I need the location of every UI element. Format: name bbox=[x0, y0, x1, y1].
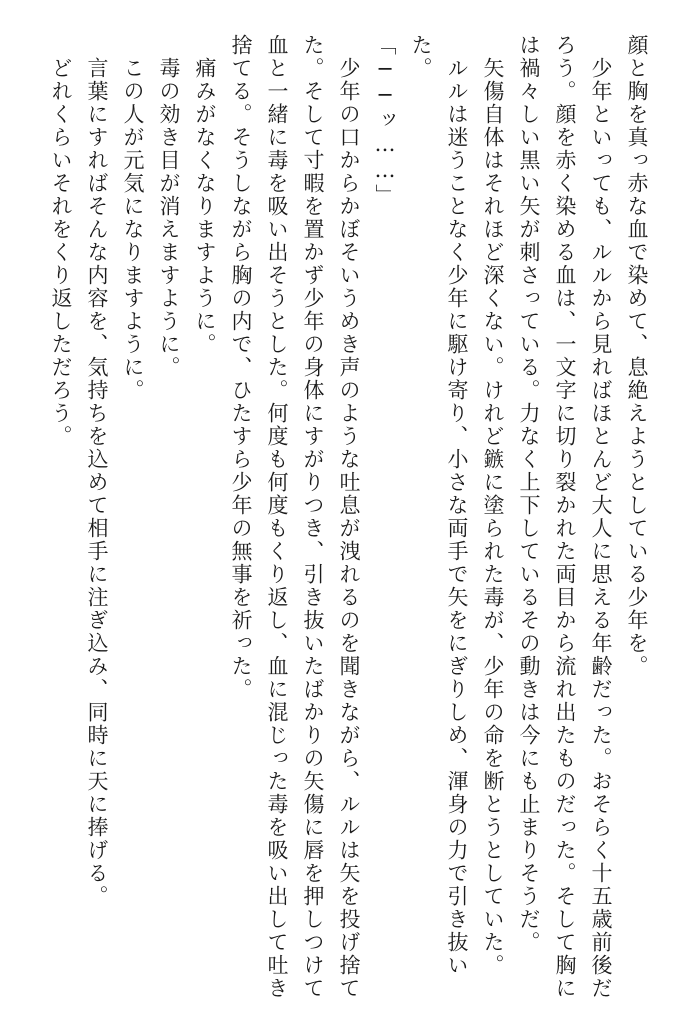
text-column: 少年といっても、ルルから見ればほとんど大人に思える年齢だった。おそらく十五歳前後だ bbox=[589, 34, 613, 1000]
text-column: 痛みがなくなりますように。 bbox=[193, 34, 217, 356]
text-column: この人が元気になりますように。 bbox=[121, 34, 145, 402]
text-column: 言葉にすればそんな内容を、気持ちを込めて相手に注ぎ込み、同時に天に捧げる。 bbox=[85, 34, 109, 908]
text-column: 捨てる。そうしながら胸の内で、ひたすら少年の無事を祈った。 bbox=[229, 34, 253, 701]
text-column: 血と一緒に毒を吸い出そうとした。何度も何度もくり返し、血に混じった毒を吸い出して吐き bbox=[265, 34, 289, 1000]
dialogue-column: 「──ッ……」 bbox=[373, 34, 397, 207]
text-column: 矢傷自体はそれほど深くない。けれど鏃に塗られた毒が、少年の命を断とうとしていた。 bbox=[481, 34, 505, 977]
text-column: は禍々しい黒い矢が刺さっている。力なく上下しているその動きは今にも止まりそうだ。 bbox=[517, 34, 541, 954]
text-column: 少年の口からかぼそいうめき声のような吐息が洩れるのを聞きながら、ルルは矢を投げ捨て bbox=[337, 34, 361, 1000]
text-column: 毒の効き目が消えますように。 bbox=[157, 34, 181, 379]
text-column: 顔と胸を真っ赤な血で染めて、息絶えようとしている少年を。 bbox=[625, 34, 649, 678]
text-column: どれくらいそれをくり返しただろう。 bbox=[49, 34, 73, 448]
text-column: た。 bbox=[409, 34, 433, 80]
text-column: ろう。顔を赤く染める血は、一文字に切り裂かれた両目から流れ出たものだった。そして胸に bbox=[553, 34, 577, 1000]
text-column: た。そして寸暇を置かず少年の身体にすがりつき、引き抜いたばかりの矢傷に唇を押しつけて bbox=[301, 34, 325, 1000]
text-column: ルルは迷うことなく少年に駆け寄り、小さな両手で矢をにぎりしめ、渾身の力で引き抜い bbox=[445, 34, 469, 977]
